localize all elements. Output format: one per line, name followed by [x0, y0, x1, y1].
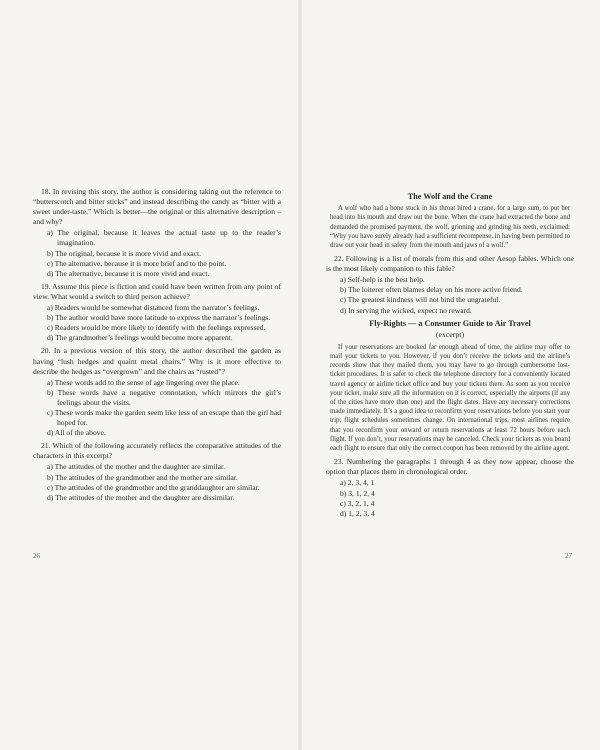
question-19-options	[33, 303, 281, 343]
q18-option-c: c) The alternative, because it is more brief and to the point.	[47, 258, 227, 268]
q18-option-b: b) The original, because it is more vivid and exact.	[47, 248, 202, 258]
q19-option-c: c) Readers would be more likely to identify with the feelings expressed.	[47, 323, 266, 333]
excerpt-title: Fly-Rights — a Consumer Guide to Air Travel	[369, 318, 531, 328]
q23-option-c: c) 3, 2, 1, 4	[340, 498, 375, 508]
q20-option-a: a) These words add to the sense of age lingering over the place.	[47, 377, 240, 387]
left-column	[33, 187, 281, 506]
fable-text: A wolf who had a bone stuck in his throat hired a crane, for a large sum, to put her head into his mouth and draw out the bone. When the crane had extracted the bone and demanded the promised payment, the wolf, grinning and grinding his teeth, exclaimed: “Why you have surely already had a sufficient recompense, in having been permitted to draw out your head in safety from the mouth and jaws of a wolf.”	[330, 205, 570, 249]
question-19-stem: 19. Assume this piece is fiction and could have been written from any point of view. What would a switch to third person achieve?	[33, 281, 281, 301]
question-23-options	[326, 478, 574, 518]
excerpt-subtitle: (excerpt)	[435, 329, 465, 339]
q23-option-d: d) 1, 2, 3, 4	[340, 508, 375, 518]
q18-option-d: d) The alternative, because it is more vivid and exact.	[47, 268, 210, 278]
q20-option-d: d) All of the above.	[47, 428, 106, 438]
q20-option-b: b) These words have a negative connotation, which mirrors the girl’s feelings about the visits.	[47, 387, 281, 407]
excerpt-text: If your reservations are booked far enough ahead of time, the airline may offer to mail your tickets to you. However, if you don’t receive the tickets and the airline’s records show that they mailed them, you may have to go through cumbersome lost-ticket procedures. It is safer to check the telephone directory for a conveniently located travel agency or airline ticket office and buy your tickets there. As soon as you receive your ticket, make sure all the information on it is correct, especially the airports (if any of the cities have more than one) and the flight dates. Have any necessary corrections made immediately. It’s a good idea to reconfirm your reservations before you start your trip; flight schedules sometimes change. On international trips, most airlines require that you reconfirm your onward or return reservations at least 72 hours before each flight. If you don’t, your reservations may be canceled. Check your tickets as you board each flight to ensure that only the correct coupon has been removed by the airline agent.	[330, 343, 570, 453]
q21-option-a: a) The attitudes of the mother and the daughter are similar.	[47, 462, 226, 472]
left-page	[0, 0, 298, 750]
page-number-right: 27	[565, 552, 572, 560]
q23-option-b: b) 3, 1, 2, 4	[340, 488, 375, 498]
q21-option-c: c) The attitudes of the grandmother and the granddaughter are similar.	[47, 482, 260, 492]
question-20-options	[33, 378, 281, 439]
q22-option-a: a) Self-help is the best help.	[340, 275, 425, 285]
question-20-stem: 20. In a previous version of this story, the author described the garden as having “lush hedges and quaint metal chairs.” Why is it more effective to describe the hedges as “overgrown” and the chairs as “rusted”?	[33, 346, 281, 376]
question-21-options	[33, 462, 281, 502]
q22-option-d: d) In serving the wicked, expect no reward.	[340, 305, 472, 315]
right-column	[326, 192, 574, 522]
q22-option-b: b) The loiterer often blames delay on his more active friend.	[340, 285, 523, 295]
right-page	[302, 0, 600, 750]
question-21-stem: 21. Which of the following accurately reflects the comparative attitudes of the characters in this excerpt?	[33, 441, 281, 461]
q18-option-a: a) The original, because it leaves the actual taste up to the reader’s imagination.	[47, 228, 281, 248]
fable-title: The Wolf and the Crane	[407, 192, 493, 201]
q19-option-d: d) The grandmother’s feelings would become more apparent.	[47, 333, 233, 343]
question-23-stem: 23. Numbering the paragraphs 1 through 4 as they now appear, choose the option that places them in chronological order.	[326, 457, 574, 477]
question-18-stem: 18. In revising this story, the author is considering taking out the reference to “butterscotch and bitter sticks” and instead describing the candy as “bitter with a sweet under-taste.” Which is better—the original or this alternative description – and why?	[33, 187, 281, 227]
q20-option-c: c) These words make the garden seem like less of an escape than the girl had hoped for.	[47, 407, 281, 428]
q19-option-a: a) Readers would be somewhat distanced from the narrator’s feelings.	[47, 303, 260, 313]
question-18-options	[33, 228, 281, 278]
q21-option-d: d) The attitudes of the mother and the daughter are dissimilar.	[47, 492, 235, 502]
question-22-options	[326, 275, 574, 315]
q22-option-c: c) The greatest kindness will not bind the ungrateful.	[340, 295, 501, 305]
q23-option-a: a) 2, 3, 4, 1	[340, 478, 375, 488]
page-number-left: 26	[33, 552, 40, 560]
q21-option-b: b) The attitudes of the grandmother and the mother are similar.	[47, 472, 238, 482]
question-22-stem: 22. Following is a list of morals from this and other Aesop fables. Which one is the most likely companion to this fable?	[326, 254, 574, 274]
q19-option-b: b) The author would have more latitude to express the narrator’s feelings.	[47, 313, 271, 323]
